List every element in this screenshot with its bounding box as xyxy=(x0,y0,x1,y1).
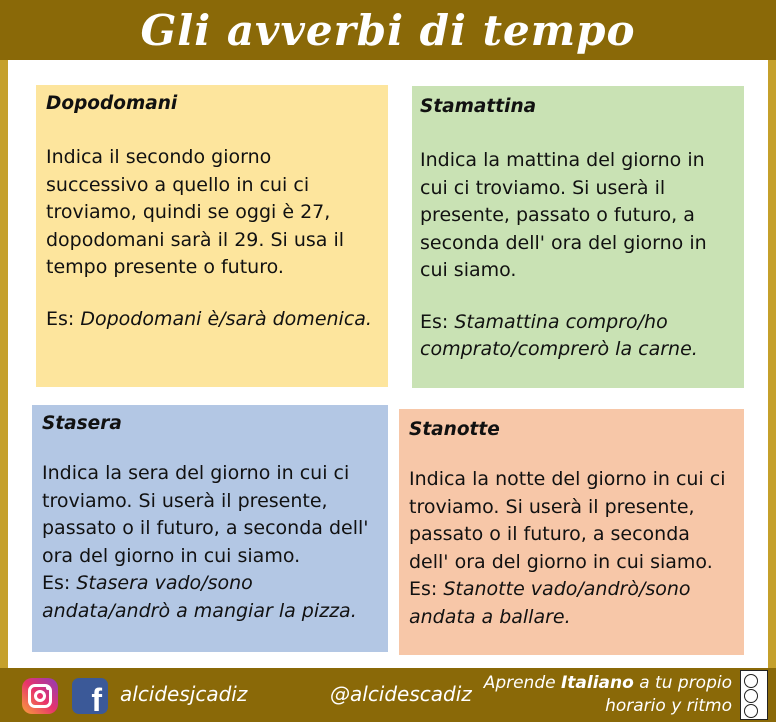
card-example xyxy=(42,570,378,625)
example-text: Stanotte vado/andrò/sono andata a ballare. xyxy=(409,578,691,628)
card-title: Stanotte xyxy=(409,419,500,440)
instagram-dot xyxy=(46,686,50,690)
card-dopodomani xyxy=(36,85,388,387)
header-band xyxy=(0,0,776,60)
at-handle[interactable]: @alcidescadiz xyxy=(330,682,472,706)
tagline-part-1: Aprende xyxy=(483,673,561,693)
instagram-lens xyxy=(34,690,46,702)
card-stanotte xyxy=(399,409,744,655)
example-prefix: Es: xyxy=(42,572,77,594)
tagline-part-3: horario y ritmo xyxy=(605,696,732,716)
tagline-bold: Italiano xyxy=(560,673,634,693)
tagline xyxy=(482,672,732,718)
instagram-icon[interactable] xyxy=(22,678,58,714)
card-description: Indica il secondo giorno successivo a quello in cui ci troviamo, quindi se oggi è 27, dopodomani sarà il 29. Si usa il tempo presente o futuro. xyxy=(46,146,345,278)
cc-circle-icon xyxy=(744,674,758,688)
tagline-part-2: a tu propio xyxy=(633,673,732,693)
footer-band xyxy=(0,668,776,722)
facebook-icon[interactable]: f xyxy=(72,678,108,714)
page-title: Gli avverbi di tempo xyxy=(140,5,636,55)
card-title: Dopodomani xyxy=(46,93,178,114)
example-prefix: Es: xyxy=(420,310,455,333)
right-border xyxy=(768,60,776,668)
social-handle[interactable]: alcidesjcadiz xyxy=(120,682,248,706)
nc-circle-icon xyxy=(744,704,758,718)
card-title: Stamattina xyxy=(420,96,537,117)
card-example xyxy=(420,309,736,364)
card-description: Indica la notte del giorno in cui ci troviamo. Si userà il presente, passato o il futuro, a seconda dell' ora del giorno in cui siamo. xyxy=(409,468,726,573)
by-circle-icon xyxy=(744,689,758,703)
card-description: Indica la mattina del giorno in cui ci troviamo. Si userà il presente, passato o futuro, a seconda dell' ora del giorno in cui siamo. xyxy=(420,149,707,281)
example-prefix: Es: xyxy=(409,578,444,600)
example-text: Stasera vado/sono andata/andrò a mangiar la pizza. xyxy=(42,572,357,622)
card-description: Indica la sera del giorno in cui ci troviamo. Si userà il presente, passato o il futuro, a seconda dell' ora del giorno in cui siamo. xyxy=(42,462,369,567)
example-text: Dopodomani è/sarà domenica. xyxy=(80,307,372,330)
card-example xyxy=(409,576,734,631)
card-stamattina xyxy=(412,86,744,388)
card-title: Stasera xyxy=(42,413,122,434)
card-example xyxy=(46,306,378,334)
example-prefix: Es: xyxy=(46,307,81,330)
left-border xyxy=(0,60,8,668)
example-text: Stamattina compro/ho comprato/comprerò la carne. xyxy=(420,310,698,360)
card-stasera xyxy=(32,405,388,652)
creative-commons-icon xyxy=(740,670,768,720)
